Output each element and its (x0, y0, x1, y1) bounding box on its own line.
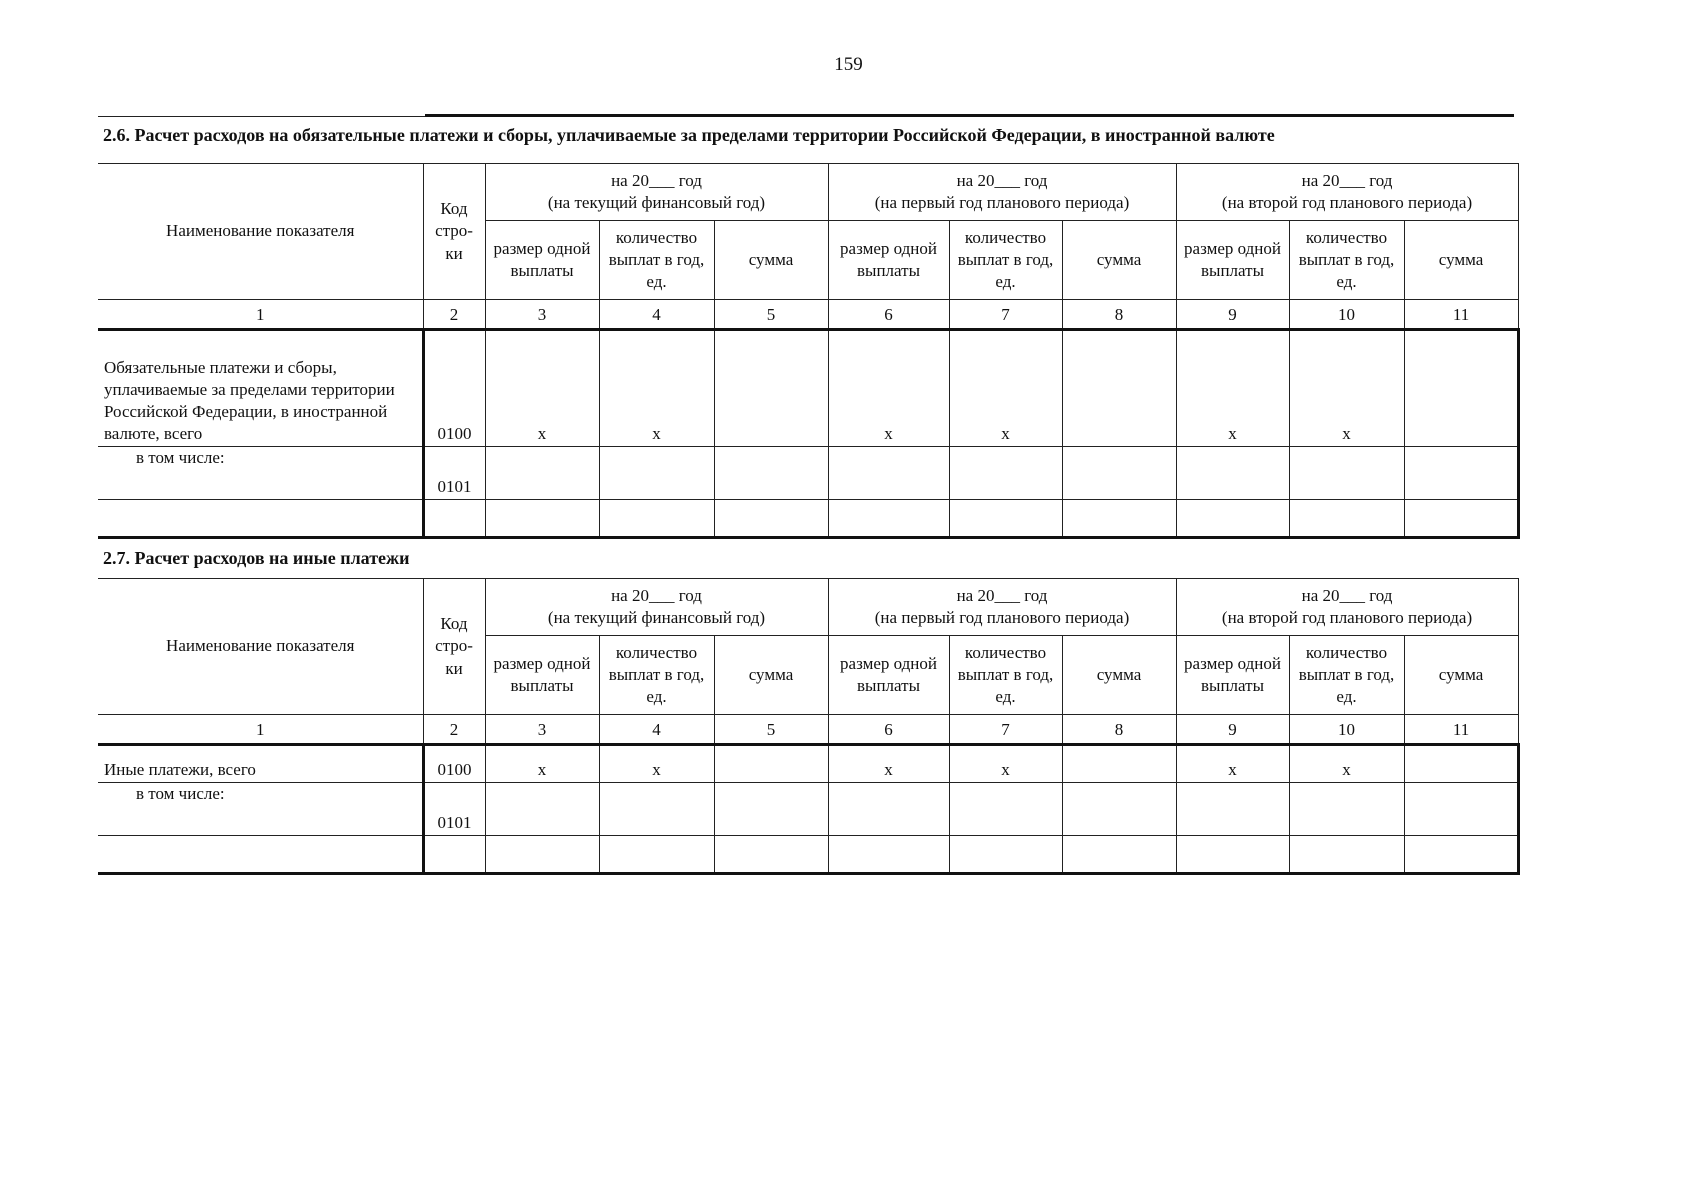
table-2-7 (98, 578, 1520, 875)
input-cell[interactable] (714, 783, 828, 836)
header-code (423, 579, 485, 715)
row-code: 0101 (423, 783, 485, 836)
period-year: на 20___ год (956, 585, 1048, 605)
period-desc: (на первый год планового периода) (874, 193, 1130, 212)
input-cell[interactable] (828, 500, 949, 538)
header-period-first (828, 164, 1176, 221)
header-code (423, 164, 485, 300)
header-sum: сумма (1062, 636, 1176, 715)
column-number: 4 (599, 715, 714, 745)
header-period-current (485, 579, 828, 636)
column-number: 7 (949, 300, 1062, 330)
column-number: 5 (714, 715, 828, 745)
input-cell[interactable] (1062, 836, 1176, 874)
column-number: 10 (1289, 715, 1404, 745)
header-count: количество выплат в год, ед. (599, 636, 714, 715)
period-desc: (на второй год планового периода) (1221, 193, 1473, 212)
period-year: на 20___ год (1301, 170, 1393, 190)
column-number: 8 (1062, 300, 1176, 330)
na-mark: x (949, 330, 1062, 447)
header-sum: сумма (714, 636, 828, 715)
period-year: на 20___ год (1301, 585, 1393, 605)
header-code-line2: стро- (435, 636, 473, 656)
input-cell[interactable] (1289, 783, 1404, 836)
row-code-empty[interactable] (423, 836, 485, 874)
column-number: 9 (1176, 715, 1289, 745)
header-code-line1: Код (440, 199, 468, 219)
input-cell[interactable] (599, 447, 714, 500)
input-cell[interactable] (1404, 500, 1518, 538)
header-size: размер одной выплаты (1176, 221, 1289, 300)
header-sum: сумма (1404, 636, 1518, 715)
column-number: 1 (98, 300, 423, 330)
input-cell[interactable] (485, 447, 599, 500)
input-cell[interactable] (599, 500, 714, 538)
input-cell[interactable] (1062, 745, 1176, 783)
na-mark: x (1176, 745, 1289, 783)
section-2-7-title: 2.7. Расчет расходов на иные платежи (103, 548, 410, 568)
input-cell[interactable] (949, 500, 1062, 538)
row-name: в том числе: (98, 447, 423, 500)
column-number: 8 (1062, 715, 1176, 745)
input-cell[interactable] (949, 836, 1062, 874)
header-name: Наименование показателя (98, 164, 423, 300)
table-row (98, 836, 1518, 874)
header-code-line3: ки (445, 243, 463, 263)
column-number: 11 (1404, 715, 1518, 745)
header-code-line3: ки (445, 658, 463, 678)
column-number: 9 (1176, 300, 1289, 330)
table-row (98, 330, 1518, 447)
header-period-current (485, 164, 828, 221)
header-sum: сумма (1062, 221, 1176, 300)
table-row (98, 783, 1518, 836)
column-number: 10 (1289, 300, 1404, 330)
column-number: 2 (423, 300, 485, 330)
period-desc: (на второй год планового периода) (1221, 608, 1473, 627)
header-period-first (828, 579, 1176, 636)
input-cell[interactable] (1176, 447, 1289, 500)
input-cell[interactable] (1062, 783, 1176, 836)
input-cell[interactable] (714, 745, 828, 783)
input-cell[interactable] (1404, 447, 1518, 500)
period-year: на 20___ год (611, 170, 702, 190)
header-count: количество выплат в год, ед. (599, 221, 714, 300)
input-cell[interactable] (1404, 330, 1518, 447)
na-mark: x (949, 745, 1062, 783)
column-number: 6 (828, 300, 949, 330)
input-cell[interactable] (485, 500, 599, 538)
header-size: размер одной выплаты (828, 636, 949, 715)
header-code-line1: Код (440, 614, 468, 634)
header-period-second (1176, 579, 1518, 636)
header-name: Наименование показателя (98, 579, 423, 715)
na-mark: x (1289, 745, 1404, 783)
na-mark: x (599, 745, 714, 783)
input-cell[interactable] (714, 447, 828, 500)
header-count: количество выплат в год, ед. (949, 636, 1062, 715)
column-number: 1 (98, 715, 423, 745)
header-code-line2: стро- (435, 221, 473, 241)
table-row (98, 745, 1518, 783)
input-cell[interactable] (828, 447, 949, 500)
na-mark: x (828, 330, 949, 447)
row-name-empty[interactable] (98, 500, 423, 538)
input-cell[interactable] (1062, 500, 1176, 538)
input-cell[interactable] (599, 836, 714, 874)
input-cell[interactable] (1062, 330, 1176, 447)
column-number: 5 (714, 300, 828, 330)
input-cell[interactable] (1289, 500, 1404, 538)
na-mark: x (828, 745, 949, 783)
period-year: на 20___ год (611, 585, 702, 605)
period-year: на 20___ год (956, 170, 1048, 190)
input-cell[interactable] (714, 330, 828, 447)
column-number: 6 (828, 715, 949, 745)
input-cell[interactable] (1404, 783, 1518, 836)
input-cell[interactable] (1404, 836, 1518, 874)
input-cell[interactable] (828, 836, 949, 874)
table-row (98, 500, 1518, 538)
header-count: количество выплат в год, ед. (949, 221, 1062, 300)
input-cell[interactable] (485, 783, 599, 836)
input-cell[interactable] (1289, 836, 1404, 874)
na-mark: x (485, 745, 599, 783)
page-number: 159 (834, 54, 863, 75)
column-number: 3 (485, 300, 599, 330)
column-number: 4 (599, 300, 714, 330)
input-cell[interactable] (714, 500, 828, 538)
na-mark: x (485, 330, 599, 447)
row-name-empty[interactable] (98, 836, 423, 874)
table-row (98, 447, 1518, 500)
input-cell[interactable] (1176, 836, 1289, 874)
row-name: в том числе: (98, 783, 423, 836)
row-code-empty[interactable] (423, 500, 485, 538)
input-cell[interactable] (949, 447, 1062, 500)
column-number: 7 (949, 715, 1062, 745)
input-cell[interactable] (485, 836, 599, 874)
header-count: количество выплат в год, ед. (1289, 636, 1404, 715)
input-cell[interactable] (828, 783, 949, 836)
input-cell[interactable] (1404, 745, 1518, 783)
na-mark: x (1176, 330, 1289, 447)
header-size: размер одной выплаты (828, 221, 949, 300)
row-code: 0100 (423, 330, 485, 447)
header-count: количество выплат в год, ед. (1289, 221, 1404, 300)
input-cell[interactable] (1062, 447, 1176, 500)
input-cell[interactable] (949, 783, 1062, 836)
period-desc: (на текущий финансовый год) (547, 193, 766, 212)
section-2-6-title: 2.6. Расчет расходов на обязательные платежи и сборы, уплачиваемые за пределами территории Российской Федерации, в иностранной валюте (103, 125, 1275, 145)
input-cell[interactable] (1176, 783, 1289, 836)
header-size: размер одной выплаты (485, 221, 599, 300)
table-2-6 (98, 163, 1520, 539)
header-period-second (1176, 164, 1518, 221)
header-size: размер одной выплаты (1176, 636, 1289, 715)
period-desc: (на первый год планового периода) (874, 608, 1130, 627)
top-rule-thick (425, 114, 1514, 117)
input-cell[interactable] (1176, 500, 1289, 538)
input-cell[interactable] (714, 836, 828, 874)
header-sum: сумма (1404, 221, 1518, 300)
na-mark: x (599, 330, 714, 447)
column-number: 3 (485, 715, 599, 745)
row-code: 0101 (423, 447, 485, 500)
row-code: 0100 (423, 745, 485, 783)
header-sum: сумма (714, 221, 828, 300)
column-number: 11 (1404, 300, 1518, 330)
na-mark: x (1289, 330, 1404, 447)
row-name: Иные платежи, всего (98, 745, 423, 783)
row-name: Обязательные платежи и сборы, уплачиваемые за пределами территории Российской Федерации, в иностранной валюте, всего (98, 330, 423, 447)
input-cell[interactable] (1289, 447, 1404, 500)
header-size: размер одной выплаты (485, 636, 599, 715)
input-cell[interactable] (599, 783, 714, 836)
period-desc: (на текущий финансовый год) (547, 608, 766, 627)
column-number: 2 (423, 715, 485, 745)
